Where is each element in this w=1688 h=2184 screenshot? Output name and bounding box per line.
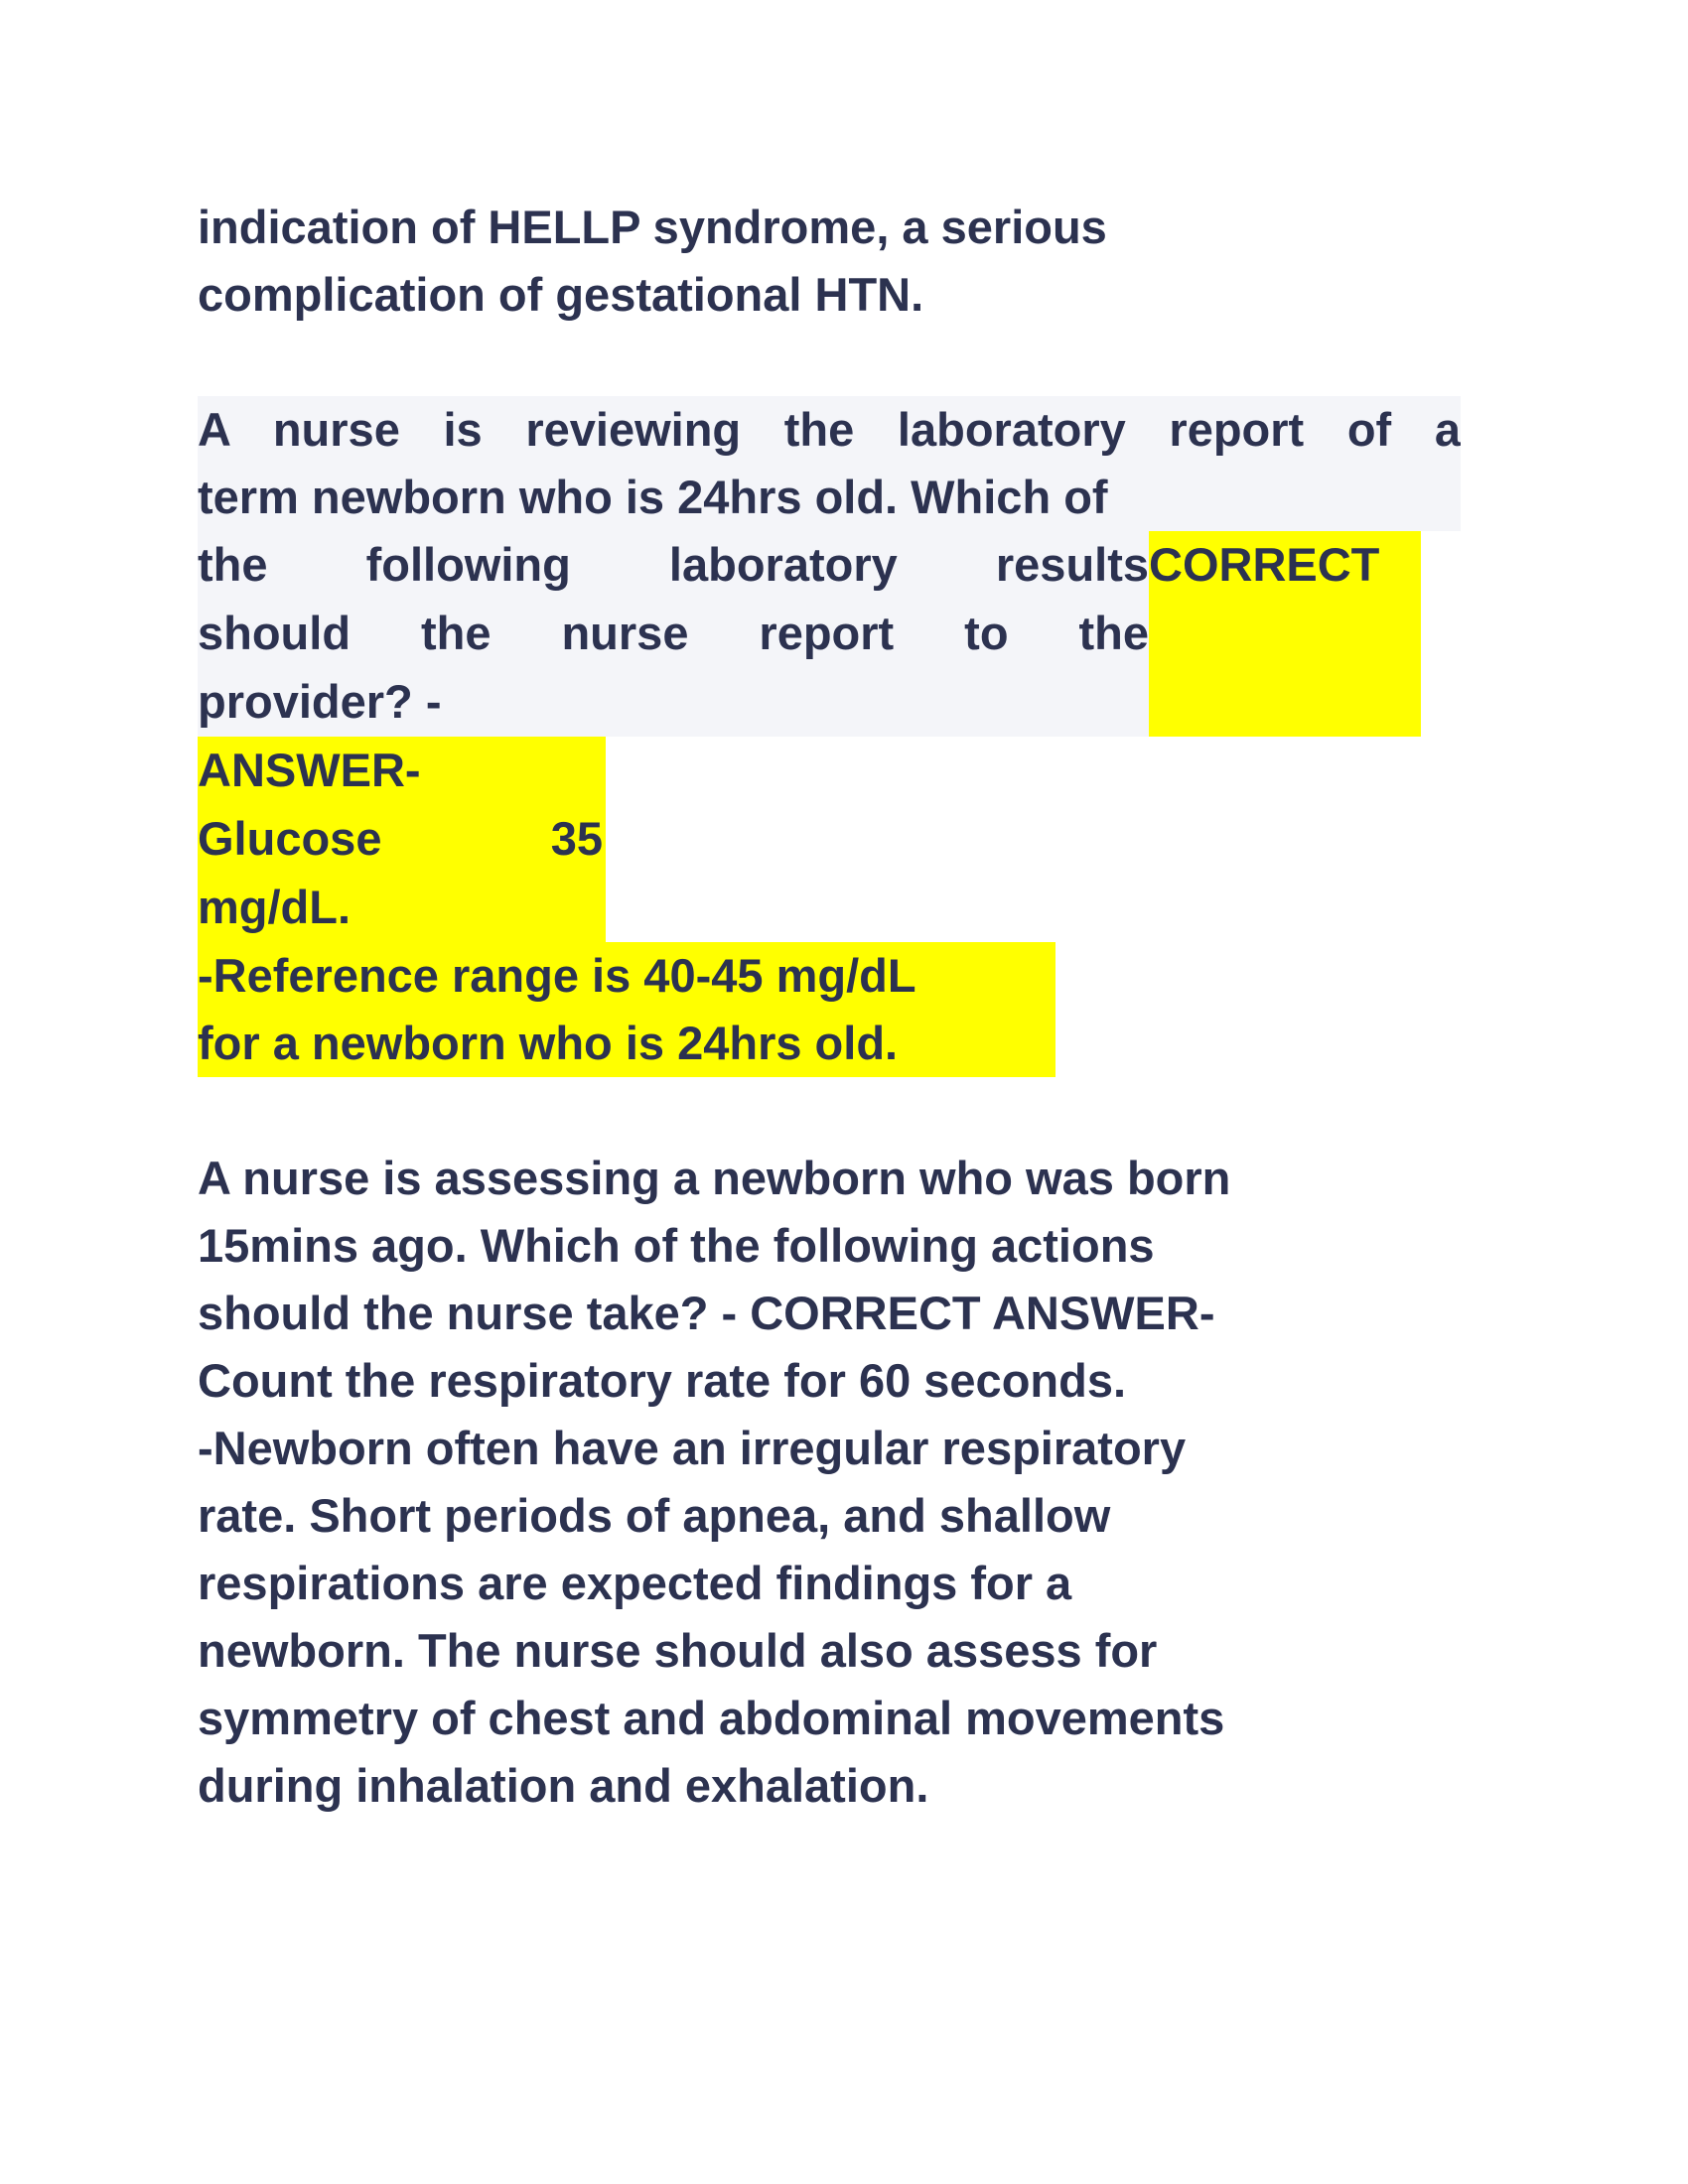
question-line: provider? - [198,675,442,728]
answer-line: ANSWER- [198,744,421,796]
text-line: respirations are expected findings for a [198,1557,1072,1609]
text-line: indication of HELLP syndrome, a serious [198,201,1107,253]
question-line: the following laboratory results [198,538,1149,591]
text-line: during inhalation and exhalation. [198,1759,929,1812]
text-line: symmetry of chest and abdominal movements [198,1692,1225,1744]
text-line: should the nurse take? - CORRECT ANSWER- [198,1287,1215,1339]
question-line: should the nurse report to the [198,607,1149,659]
rationale-line: -Reference range is 40-45 mg/dL [198,949,916,1002]
question-line: A nurse is reviewing the laboratory report of a [198,403,1461,456]
rationale-line: for a newborn who is 24hrs old. [198,1017,899,1069]
question-line: term newborn who is 24hrs old. Which of [198,471,1108,523]
answer-line: mg/dL. [198,881,352,933]
text-line: 15mins ago. Which of the following actions [198,1219,1155,1272]
text-line: -Newborn often have an irregular respiratory [198,1422,1187,1474]
text-line: newborn. The nurse should also assess for [198,1624,1158,1677]
correct-label: CORRECT [1149,538,1380,591]
answer-line: Glucose 35 [198,812,603,865]
text-line: rate. Short periods of apnea, and shallow [198,1489,1111,1542]
text-line: complication of gestational HTN. [198,268,924,321]
text-line: Count the respiratory rate for 60 seconds. [198,1354,1127,1407]
text-line: A nurse is assessing a newborn who was born [198,1152,1231,1204]
